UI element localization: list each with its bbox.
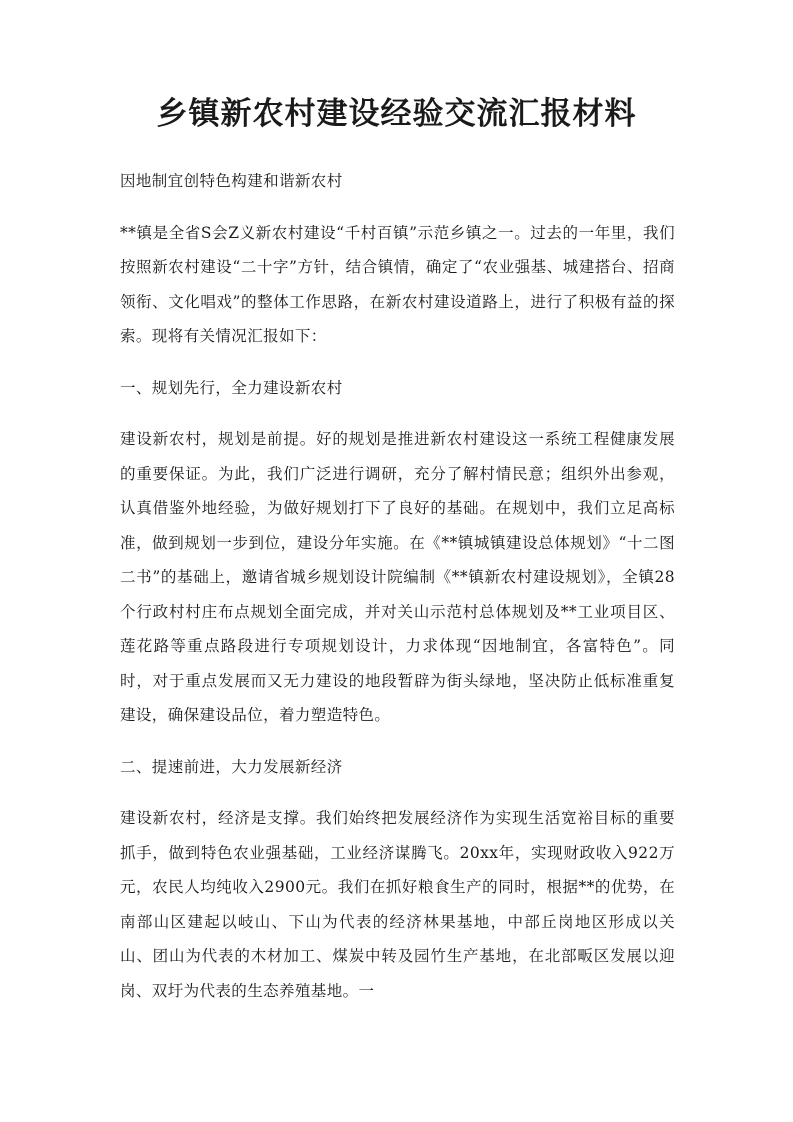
document-subtitle: 因地制宜创特色构建和谐新农村 (120, 172, 343, 190)
document-title: 乡镇新农村建设经验交流汇报材料 (156, 96, 637, 132)
section-1-heading: 一、规划先行，全力建设新农村 (120, 378, 343, 397)
intro-paragraph: **镇是全省S会Z义新农村建设“千村百镇”示范乡镇之一。过去的一年里，我们按照新农村建设“二十字”方针，结合镇情，确定了“农业强基、城建搭台、招商领衔、文化唱戏”的整体工作思路，在新农村建设道路上，进行了积极有益的探索。现将有关情况汇报如下： (120, 223, 675, 345)
section-2-heading: 二、提速前进，大力发展新经济 (120, 757, 343, 776)
document-body (120, 164, 675, 1025)
section-2-paragraph: 建设新农村，经济是支撑。我们始终把发展经济作为实现生活宽裕目标的重要抓手，做到特色农业强基础，工业经济谋腾飞。20xx年，实现财政收入922万元，农民人均纯收入2900元。我们在抓好粮食生产的同时，根据**的优势，在南部山区建起以岐山、下山为代表的经济林果基地，中部丘岗地区形成以关山、团山为代表的木材加工、煤炭中转及园竹生产基地，在北部畈区发展以迎岗、双圩为代表的生态养殖基地。一 (120, 809, 675, 1000)
section-1-paragraph: 建设新农村，规划是前提。好的规划是推进新农村建设这一系统工程健康发展的重要保证。为此，我们广泛进行调研，充分了解村情民意；组织外出参观，认真借鉴外地经验，为做好规划打下了良好的基础。在规划中，我们立足高标准，做到规划一步到位，建设分年实施。在《**镇城镇建设总体规划》“十二图二书”的基础上，邀请省城乡规划设计院编制《**镇新农村建设规划》，全镇28个行政村村庄布点规划全面完成，并对关山示范村总体规划及**工业项目区、莲花路等重点路段进行专项规划设计，力求体现“因地制宜，各富特色”。同时，对于重点发展而又无力建设的地段暂辟为街头绿地，坚决防止低标准重复建设，确保建设品位，着力塑造特色。 (120, 430, 675, 724)
